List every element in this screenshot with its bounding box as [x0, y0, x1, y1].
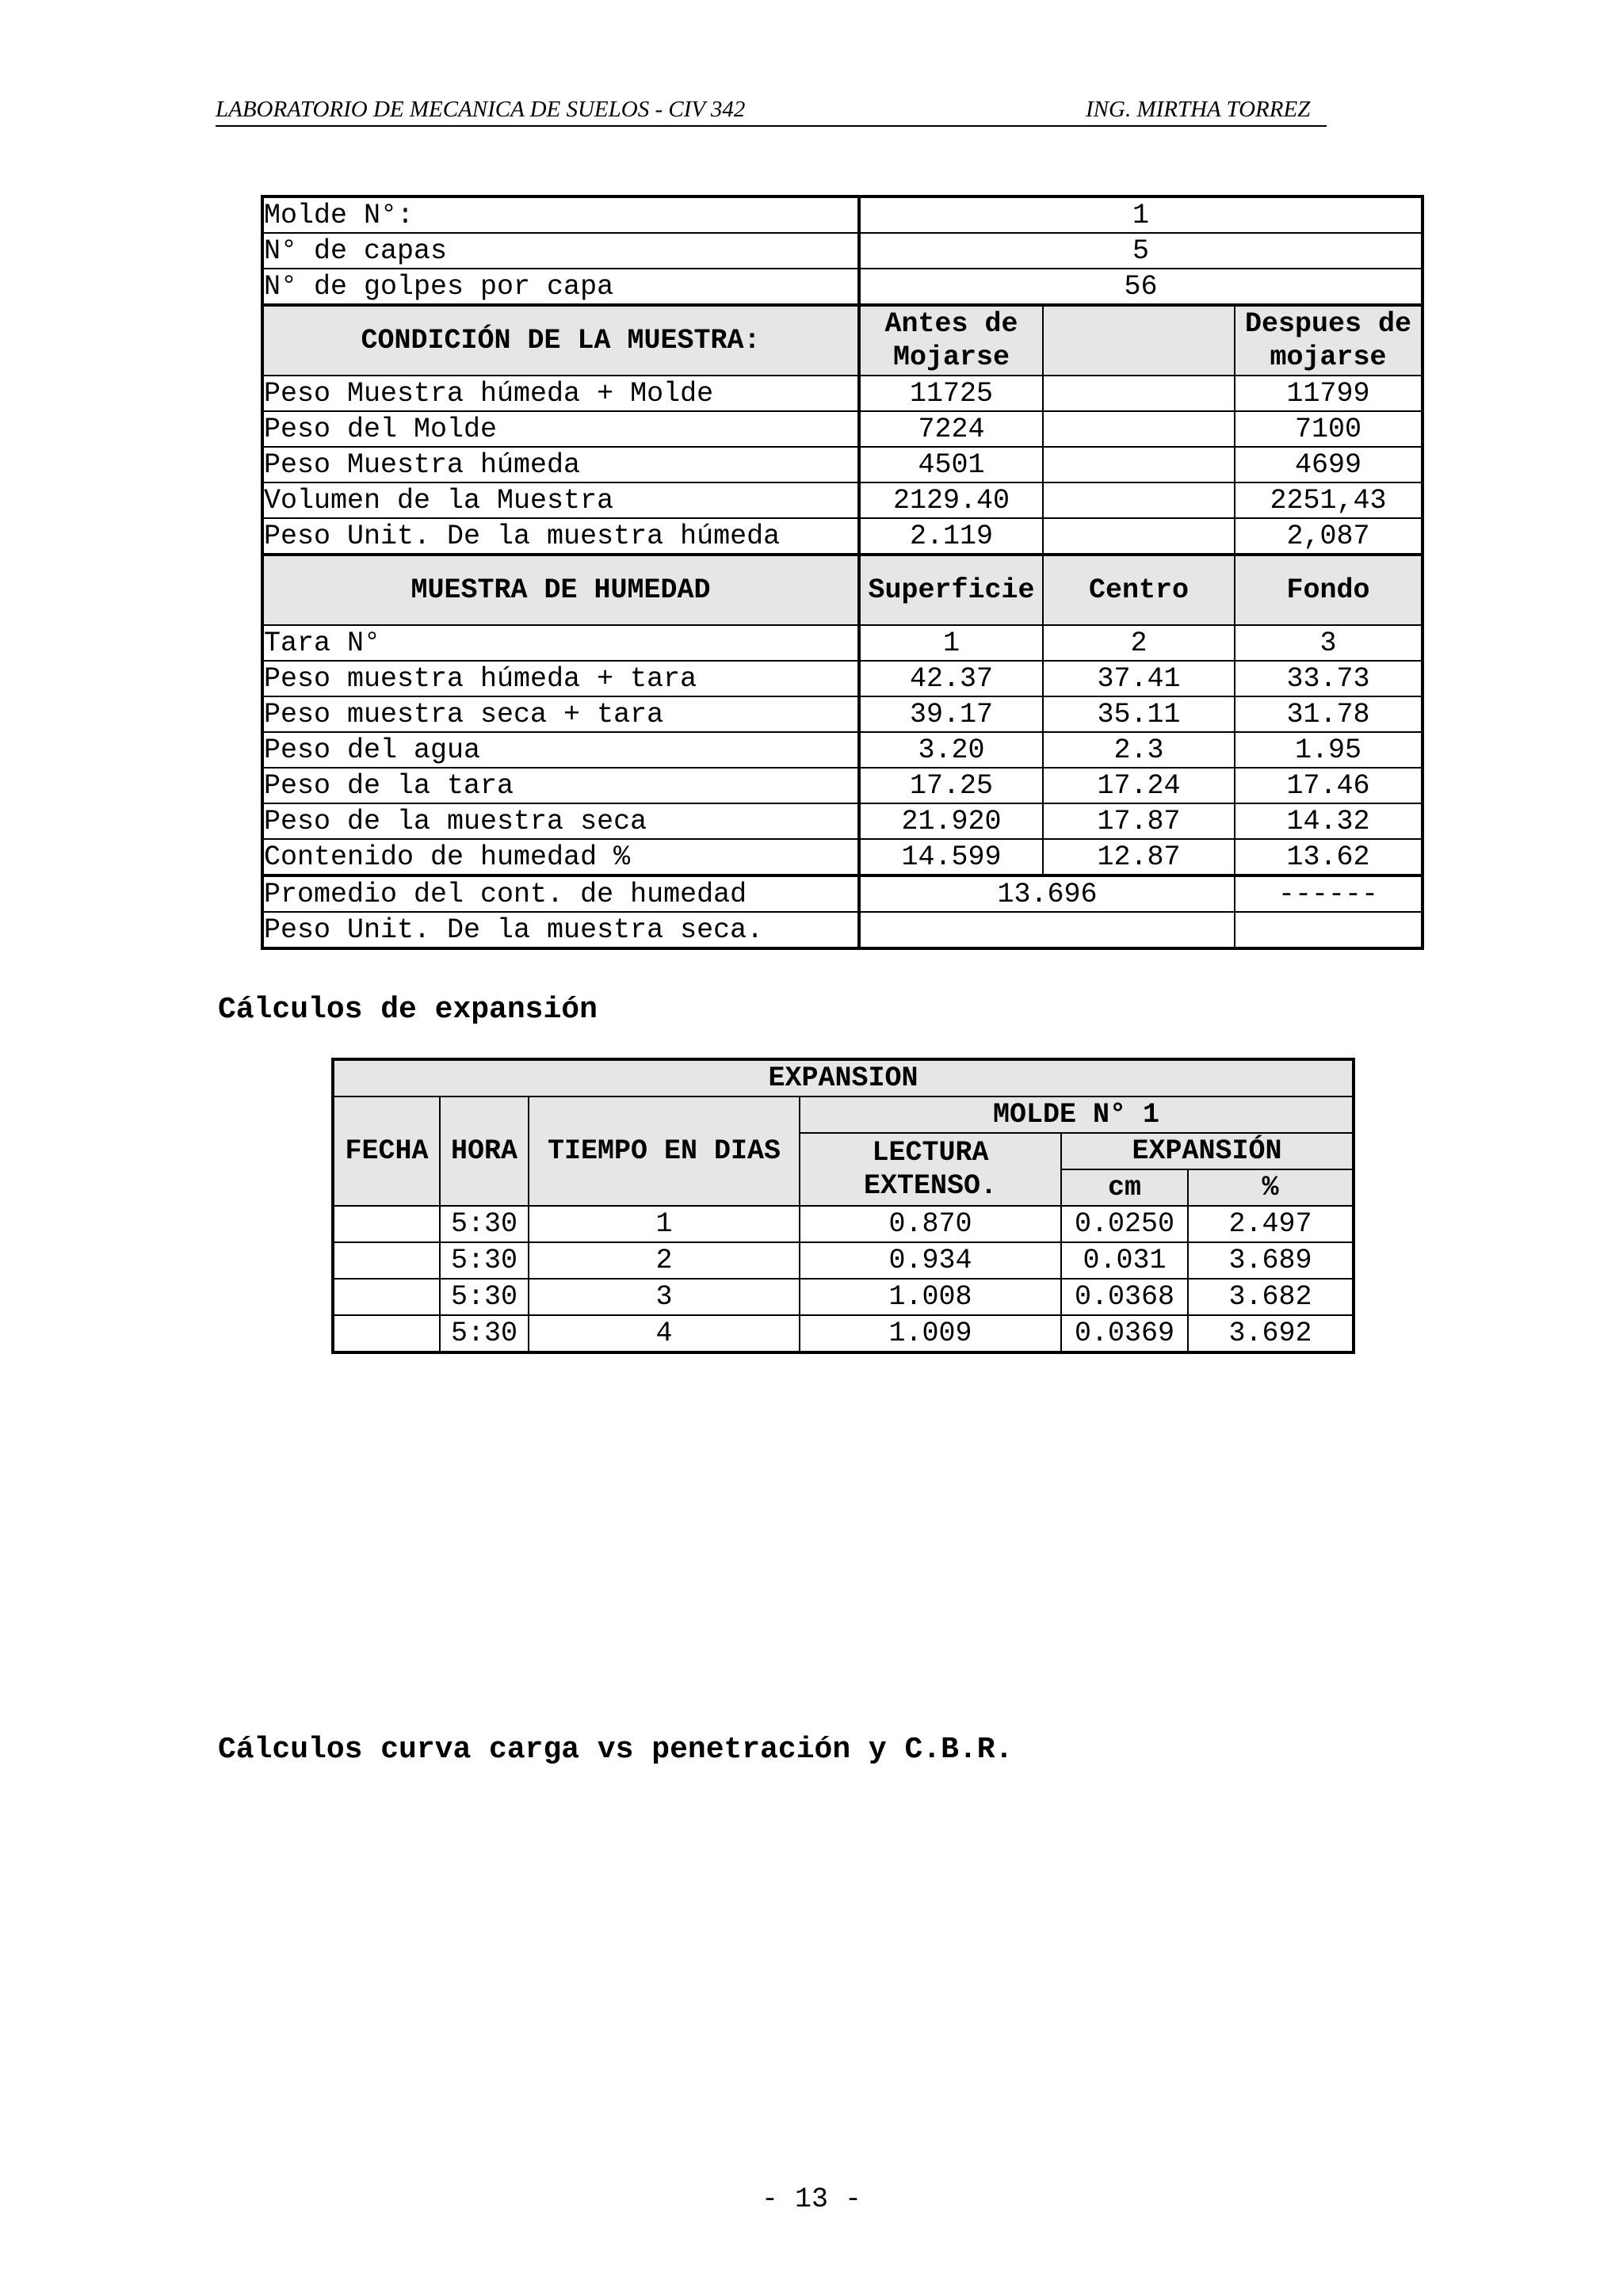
antes-value: 2.119 [859, 518, 1043, 555]
centro-value: 37.41 [1043, 661, 1235, 696]
row-label: Contenido de humedad % [262, 839, 859, 875]
row-label: Volumen de la Muestra [262, 482, 859, 518]
hora-value: 5:30 [440, 1242, 529, 1279]
superficie-value: 21.920 [859, 803, 1043, 839]
table-row [262, 482, 1423, 518]
peso-seco-fondo [1235, 912, 1423, 948]
molde-value: 1 [859, 196, 1423, 233]
tiempo-value: 3 [529, 1279, 800, 1315]
blank-cell [1043, 518, 1235, 555]
cm-value: 0.0250 [1061, 1206, 1188, 1242]
fondo-value: 14.32 [1235, 803, 1423, 839]
capas-label: N° de capas [262, 233, 859, 269]
cm-value: 0.0369 [1061, 1315, 1188, 1352]
superficie-value: 42.37 [859, 661, 1043, 696]
fecha-header: FECHA [333, 1097, 440, 1206]
table-row [262, 803, 1423, 839]
antes-value: 7224 [859, 411, 1043, 447]
golpes-label: N° de golpes por capa [262, 269, 859, 305]
antes-value: 4501 [859, 447, 1043, 482]
hora-value: 5:30 [440, 1279, 529, 1315]
centro-value: 35.11 [1043, 696, 1235, 732]
despues-value: 2,087 [1235, 518, 1423, 555]
centro-header: Centro [1043, 555, 1235, 625]
humedad-header: MUESTRA DE HUMEDAD [262, 555, 859, 625]
lectura-value: 0.934 [800, 1242, 1061, 1279]
superficie-value: 1 [859, 625, 1043, 661]
blank-cell [1043, 482, 1235, 518]
condicion-header: CONDICIÓN DE LA MUESTRA: [262, 305, 859, 376]
page-header [216, 97, 1327, 127]
antes-value: 11725 [859, 376, 1043, 411]
peso-seco-value [859, 912, 1235, 948]
despues-value: 7100 [1235, 411, 1423, 447]
superficie-header: Superficie [859, 555, 1043, 625]
table-row [262, 447, 1423, 482]
hora-value: 5:30 [440, 1206, 529, 1242]
table-row [262, 912, 1423, 948]
centro-value: 2 [1043, 625, 1235, 661]
despues-value: 2251,43 [1235, 482, 1423, 518]
section-cbr-title: Cálculos curva carga vs penetración y C.B.R. [218, 1733, 1014, 1767]
humedad-header-row [262, 555, 1423, 625]
pct-value: 3.689 [1188, 1242, 1354, 1279]
fecha-value [333, 1242, 440, 1279]
table-row [333, 1315, 1354, 1352]
antes-header: Antes de Mojarse [859, 305, 1043, 376]
superficie-value: 17.25 [859, 768, 1043, 803]
fondo-header: Fondo [1235, 555, 1423, 625]
page-number: - 13 - [761, 2183, 862, 2215]
tiempo-value: 1 [529, 1206, 800, 1242]
row-label: Peso Muestra húmeda + Molde [262, 376, 859, 411]
expansion-table [331, 1058, 1355, 1354]
fondo-value: 31.78 [1235, 696, 1423, 732]
tiempo-value: 2 [529, 1242, 800, 1279]
centro-value: 17.87 [1043, 803, 1235, 839]
pct-value: 2.497 [1188, 1206, 1354, 1242]
cm-value: 0.0368 [1061, 1279, 1188, 1315]
table-row [262, 768, 1423, 803]
antes-value: 2129.40 [859, 482, 1043, 518]
row-label: Peso muestra húmeda + tara [262, 661, 859, 696]
condicion-header-row [262, 305, 1423, 376]
table-row [262, 661, 1423, 696]
row-label: Peso muestra seca + tara [262, 696, 859, 732]
table-row [262, 732, 1423, 768]
humedad-rows [262, 625, 1423, 875]
fondo-value: 13.62 [1235, 839, 1423, 875]
expansion-header: EXPANSIÓN [1061, 1133, 1354, 1169]
superficie-value: 3.20 [859, 732, 1043, 768]
table-row [262, 625, 1423, 661]
golpes-value: 56 [859, 269, 1423, 305]
expansion-title: EXPANSION [333, 1059, 1354, 1097]
lectura-value: 1.008 [800, 1279, 1061, 1315]
molde-header: MOLDE N° 1 [800, 1097, 1354, 1133]
table-row [333, 1242, 1354, 1279]
pct-value: 3.682 [1188, 1279, 1354, 1315]
tiempo-header: TIEMPO EN DIAS [529, 1097, 800, 1206]
table-row [262, 233, 1423, 269]
section-expansion-title: Cálculos de expansión [218, 993, 598, 1027]
table-row [262, 376, 1423, 411]
row-label: Tara N° [262, 625, 859, 661]
fecha-value [333, 1279, 440, 1315]
blank-cell [1043, 376, 1235, 411]
row-label: Peso del Molde [262, 411, 859, 447]
fondo-value: 17.46 [1235, 768, 1423, 803]
fecha-value [333, 1315, 440, 1352]
row-label: Peso de la muestra seca [262, 803, 859, 839]
row-label: Peso Muestra húmeda [262, 447, 859, 482]
despues-value: 11799 [1235, 376, 1423, 411]
lectura-value: 0.870 [800, 1206, 1061, 1242]
row-label: Peso del agua [262, 732, 859, 768]
molde-label: Molde N°: [262, 196, 859, 233]
despues-header: Despues de mojarse [1235, 305, 1423, 376]
expansion-rows [333, 1206, 1354, 1352]
fondo-value: 1.95 [1235, 732, 1423, 768]
lectura-header: LECTURA EXTENSO. [800, 1133, 1061, 1206]
table-row [262, 875, 1423, 912]
table-row [262, 839, 1423, 875]
superficie-value: 14.599 [859, 839, 1043, 875]
cm-value: 0.031 [1061, 1242, 1188, 1279]
row-label: Peso Unit. De la muestra húmeda [262, 518, 859, 555]
table-row [333, 1059, 1354, 1097]
centro-value: 17.24 [1043, 768, 1235, 803]
cm-header: cm [1061, 1169, 1188, 1206]
blank-cell [1043, 411, 1235, 447]
capas-value: 5 [859, 233, 1423, 269]
promedio-fondo: ------ [1235, 875, 1423, 912]
promedio-label: Promedio del cont. de humedad [262, 875, 859, 912]
blank-header-cell [1043, 305, 1235, 376]
table-row [262, 696, 1423, 732]
table-row [262, 411, 1423, 447]
superficie-value: 39.17 [859, 696, 1043, 732]
hora-header: HORA [440, 1097, 529, 1206]
header-instructor: ING. MIRTHA TORREZ [1086, 97, 1311, 122]
table-row [262, 269, 1423, 305]
row-label: Peso de la tara [262, 768, 859, 803]
table-row [333, 1206, 1354, 1242]
tiempo-value: 4 [529, 1315, 800, 1352]
pct-header: % [1188, 1169, 1354, 1206]
table-row [333, 1279, 1354, 1315]
condicion-rows [262, 376, 1423, 555]
despues-value: 4699 [1235, 447, 1423, 482]
pct-value: 3.692 [1188, 1315, 1354, 1352]
table-row [262, 518, 1423, 555]
fecha-value [333, 1206, 440, 1242]
fondo-value: 3 [1235, 625, 1423, 661]
promedio-value: 13.696 [859, 875, 1235, 912]
header-course: LABORATORIO DE MECANICA DE SUELOS - CIV 342 [216, 97, 746, 122]
soil-sample-table [261, 195, 1424, 950]
table-row [262, 196, 1423, 233]
blank-cell [1043, 447, 1235, 482]
fondo-value: 33.73 [1235, 661, 1423, 696]
centro-value: 2.3 [1043, 732, 1235, 768]
peso-seco-label: Peso Unit. De la muestra seca. [262, 912, 859, 948]
centro-value: 12.87 [1043, 839, 1235, 875]
lectura-value: 1.009 [800, 1315, 1061, 1352]
hora-value: 5:30 [440, 1315, 529, 1352]
table-row [333, 1097, 1354, 1133]
